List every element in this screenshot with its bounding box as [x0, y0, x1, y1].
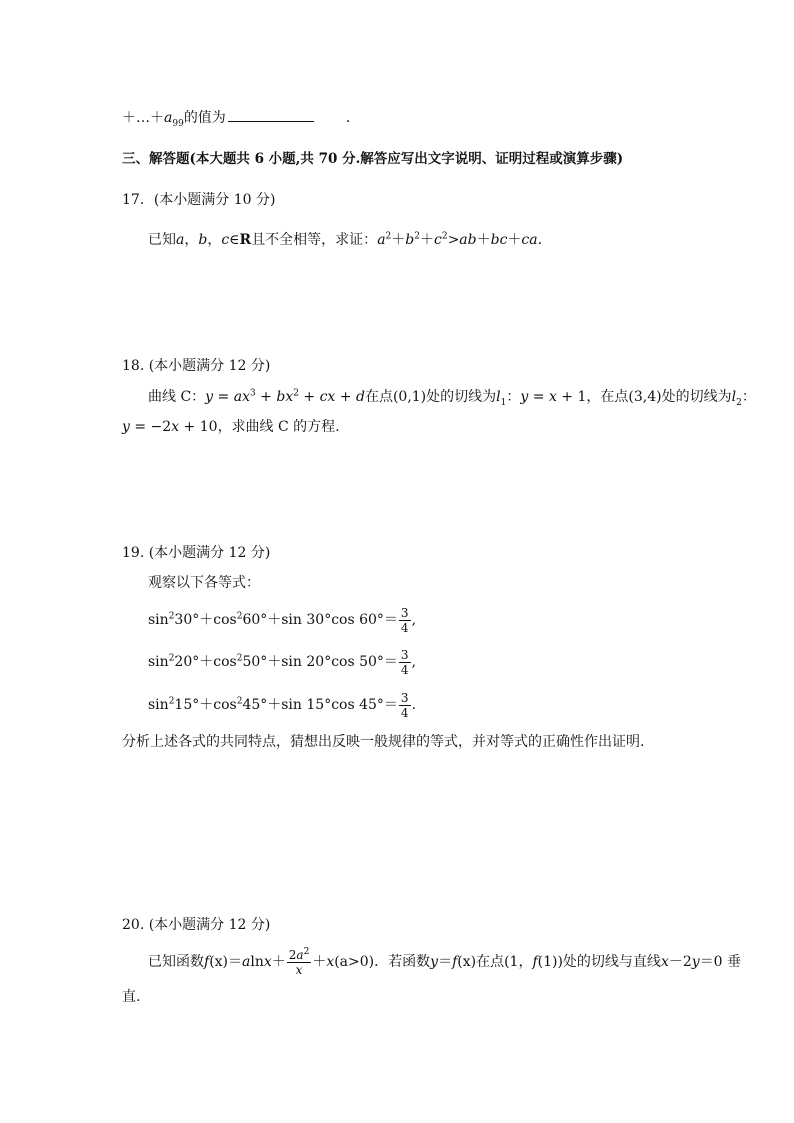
- q16-tail: [122, 108, 350, 128]
- q17-body: [148, 230, 542, 250]
- q20-y2: y: [691, 954, 700, 970]
- q19-eq-2: [148, 647, 416, 677]
- q16-end: .: [345, 110, 351, 126]
- q17-plus1: ＋: [391, 232, 406, 248]
- eq2-num: 3: [400, 647, 409, 662]
- q17-ec: c: [433, 232, 442, 248]
- q20-plus2: ＋: [312, 954, 327, 970]
- eq3-mid: 15°＋cos: [174, 697, 237, 713]
- q20-x2: x: [263, 954, 272, 970]
- q19-task: [122, 732, 644, 752]
- eq2-den: 4: [400, 662, 409, 677]
- q18-ax: ax: [233, 389, 250, 405]
- q18-p3: ，在点(3,4)处的切线为: [586, 389, 732, 405]
- q20-p2: ．若函数: [374, 954, 431, 970]
- q17-vb: b: [198, 232, 208, 248]
- q20-x3: x: [326, 954, 335, 970]
- q18-colon2: ：: [741, 389, 756, 405]
- q20-x4: (x): [457, 954, 477, 970]
- section-heading: [122, 149, 623, 169]
- q17-sq1: 2: [385, 231, 392, 242]
- q17-sq3: 2: [441, 231, 448, 242]
- q18-plus3: +: [335, 389, 356, 405]
- eq3-end: .: [411, 697, 417, 713]
- eq1-mid: 30°＋cos: [174, 612, 237, 628]
- eq2-sq2: 2: [236, 653, 243, 664]
- q18-y: y: [205, 389, 214, 405]
- q18-d: d: [355, 389, 365, 405]
- q18-l1sub: 1: [500, 397, 507, 408]
- q17-ea: a: [377, 232, 386, 248]
- q18-cube: 3: [249, 388, 256, 399]
- q17-in: ∈: [229, 232, 240, 248]
- q20-header-text: 20. (本小题满分 12 分): [122, 917, 271, 933]
- q17-eb: b: [405, 232, 415, 248]
- q20-x1: (x)＝: [209, 954, 243, 970]
- q19-eq-1: [148, 605, 416, 635]
- q20-body-line1: [148, 945, 741, 979]
- q20-zero: ＝0 垂: [699, 954, 742, 970]
- q19-intro-text: 观察以下各等式：: [148, 575, 260, 591]
- q20-body-line2: [122, 987, 140, 1007]
- q20-frac-den: x: [295, 962, 303, 977]
- eq1-sq1: 2: [168, 611, 175, 622]
- q19-task-text: 分析上述各式的共同特点，猜想出反映一般规律的等式，并对等式的正确性作出证明.: [122, 734, 645, 750]
- answer-blank: [228, 109, 314, 122]
- eq2-sq1: 2: [168, 653, 175, 664]
- eq3-fraction: [399, 691, 411, 720]
- q18-t2y: y: [122, 419, 130, 435]
- q18-t1eq: =: [528, 389, 549, 405]
- q20-num-sq: 2: [303, 946, 310, 957]
- eq3-sq2: 2: [236, 696, 243, 707]
- q17-p1: 已知: [148, 232, 176, 248]
- q17-gt: >: [447, 232, 460, 248]
- q19-header-text: 19. (本小题满分 12 分): [122, 545, 271, 561]
- q18-body-line2: [122, 417, 340, 437]
- q18-p2: 在点(0,1)处的切线为: [364, 389, 497, 405]
- q17-header: [122, 190, 275, 210]
- q16-var: a: [164, 110, 173, 126]
- eq2-rest: 50°＋sin 20°cos 50°＝: [242, 654, 398, 670]
- q20-p3: 在点(1，: [476, 954, 533, 970]
- q19-header: [122, 543, 270, 563]
- q18-bx: bx: [276, 389, 294, 405]
- q17-bc: bc: [490, 232, 508, 248]
- q18-l1: l: [496, 389, 501, 405]
- eq2-fraction: [399, 648, 411, 677]
- q20-a1: a: [242, 954, 251, 970]
- q20-plus1: ＋: [271, 954, 286, 970]
- eq3-sq1: 2: [168, 696, 175, 707]
- q20-ln: ln: [250, 954, 264, 970]
- q18-t2c: + 10: [179, 419, 218, 435]
- q20-f2: f: [452, 954, 458, 970]
- q18-t2x: x: [171, 419, 180, 435]
- q18-p1: 曲线 C：: [148, 389, 206, 405]
- eq1-sin: sin: [148, 612, 169, 628]
- q19-eq-3: [148, 690, 416, 720]
- section-heading-text: 三、解答题(本大题共 6 小题,共 70 分.解答应写出文字说明、证明过程或演算步骤): [122, 151, 624, 167]
- eq1-num: 3: [400, 605, 409, 620]
- q18-plus2: +: [298, 389, 320, 405]
- q17-p2: 且不全相等，求证：: [251, 232, 378, 248]
- q18-plus1: +: [255, 389, 277, 405]
- eq3-rest: 45°＋sin 15°cos 45°＝: [242, 697, 398, 713]
- q19-intro: [148, 573, 260, 593]
- q20-num-2: 2: [288, 947, 297, 962]
- q18-colon1: ：: [506, 389, 521, 405]
- q17-plus3: ＋: [476, 232, 491, 248]
- q17-va: a: [176, 232, 185, 248]
- eq3-sin: sin: [148, 697, 169, 713]
- q17-vc: c: [221, 232, 230, 248]
- q17-plus4: ＋: [507, 232, 522, 248]
- q20-y: y: [430, 954, 439, 970]
- q20-num-a: a: [296, 947, 304, 962]
- eq1-rest: 60°＋sin 30°cos 60°＝: [242, 612, 398, 628]
- q16-prefix: ＋…＋: [122, 110, 164, 126]
- eq1-sq2: 2: [236, 611, 243, 622]
- q16-text: 的值为: [183, 110, 226, 126]
- q20-fraction: [287, 948, 312, 977]
- q16-sub: 99: [172, 118, 184, 129]
- q18-sq: 2: [293, 388, 299, 399]
- q18-t1c: + 1: [556, 389, 587, 405]
- q20-f3: f: [532, 954, 538, 970]
- q20-eq: ＝: [438, 954, 453, 970]
- q18-t1x: x: [548, 389, 557, 405]
- q18-t1y: y: [520, 389, 529, 405]
- q20-frac-num: [287, 948, 312, 963]
- q20-p1: 已知函数: [148, 954, 204, 970]
- eq1-den: 4: [400, 620, 409, 635]
- q17-sq2: 2: [414, 231, 420, 242]
- q18-body-line1: [148, 387, 756, 407]
- q17-c1: ，: [184, 232, 199, 248]
- q18-t2eq: = −2: [129, 419, 172, 435]
- q20-x5: x: [660, 954, 669, 970]
- q18-header-text: 18. (本小题满分 12 分): [122, 358, 271, 374]
- q18-eq: =: [213, 389, 234, 405]
- eq1-fraction: [399, 606, 411, 635]
- eq2-mid: 20°＋cos: [174, 654, 237, 670]
- q20-f1: f: [204, 954, 210, 970]
- q18-l2sub: 2: [736, 397, 742, 408]
- q18-p4: ，求曲线 C 的方程.: [217, 419, 340, 435]
- q20-p4: (1))处的切线与直线: [537, 954, 661, 970]
- eq2-end: ,: [411, 654, 417, 670]
- q20-p5: 直.: [122, 989, 141, 1005]
- q18-cx: cx: [319, 389, 336, 405]
- q17-plus2: ＋: [419, 232, 434, 248]
- eq3-num: 3: [400, 690, 409, 705]
- q17-ca: ca: [521, 232, 538, 248]
- eq2-sin: sin: [148, 654, 169, 670]
- q17-dot: .: [537, 232, 543, 248]
- q20-cond: (a>0): [334, 954, 375, 970]
- q17-header-text: 17．(本小题满分 10 分): [122, 192, 276, 208]
- q18-l2: l: [731, 389, 737, 405]
- q20-header: [122, 915, 270, 935]
- q20-line-rest: －2: [668, 954, 692, 970]
- eq3-den: 4: [400, 705, 409, 720]
- eq1-end: ,: [411, 612, 417, 628]
- q17-c2: ，: [207, 232, 222, 248]
- q18-header: [122, 356, 270, 376]
- q17-ab: ab: [459, 232, 477, 248]
- q17-R: R: [239, 232, 252, 248]
